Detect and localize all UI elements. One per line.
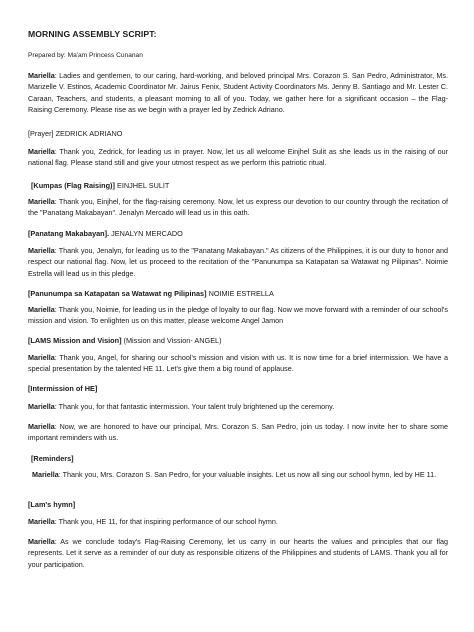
speaker-name: Mariella bbox=[28, 422, 55, 431]
paragraph-text: Thank you, HE 11, for that inspiring performance of our school hymn. bbox=[58, 517, 278, 526]
paragraph-opening: Mariella: Ladies and gentlemen, to our caring, hard-working, and beloved principal Mrs. Corazon S. San Pedro, Administrator, Ms. Marizelle V. Estinos, Academic Coordinator Mr. Jairus Fenix, Student Activity Coordinators Ms. Jenny B. Santiago and Mr. Lester C. Caraan, Teachers, and students, a pleasant morning to all of you. Today, we gather here for a significant occasion – the Flag-Raising Ceremony. Please rise as we begin with a prayer led by Zedrick Adriano. bbox=[28, 71, 448, 114]
paragraph-text: Thank you, Angel, for sharing our school's mission and vision with us. It is now time for a brief intermission. We have a special presentation by the talented HE 11. Let's give them a big round of applause. bbox=[28, 353, 448, 374]
speaker-name: Mariella bbox=[28, 305, 55, 314]
paragraph-mission-vision: Mariella: Thank you, Angel, for sharing our school's mission and vision with us. It is now time for a brief intermission. We have a special presentation by the talented HE 11. Let's give them a big round of applause. bbox=[28, 353, 448, 374]
speaker-name: Mariella bbox=[28, 537, 55, 546]
paragraph-panatang: Mariella: Thank you, Jenalyn, for leading us to the "Panatang Makabayan." As citizens of the Philippines, it is our duty to honor and respect our national flag. Now, let us proceed to the recitation of the "Panunumpa sa Katapatan sa Watawat ng Pilipinas". Noimie Estrella will lead us in this pledge. bbox=[28, 246, 448, 278]
heading-label: [Lam's hymn] bbox=[28, 500, 76, 509]
section-heading-prayer bbox=[28, 128, 122, 139]
paragraph-hymn-intro: Mariella: Thank you, Mrs. Corazon S. San Pedro, for your valuable insights. Let us now all sing our school hymn, led by HE 11. bbox=[32, 470, 437, 479]
speaker-name: Mariella bbox=[28, 353, 55, 362]
section-heading-panatang bbox=[28, 228, 183, 239]
section-heading-kumpas bbox=[31, 180, 169, 191]
speaker-name: Mariella bbox=[28, 517, 55, 526]
paragraph-text: Thank you, Einjhel, for the flag-raising ceremony. Now, let us express our devotion to our country through the recitation of the "Panatang Makabayan". Jenalyn Mercado will lead us in this oath. bbox=[28, 197, 449, 218]
heading-performer: JENALYN MERCADO bbox=[109, 229, 183, 238]
document-title: MORNING ASSEMBLY SCRIPT: bbox=[28, 29, 157, 39]
heading-performer: ZEDRICK ADRIANO bbox=[53, 129, 123, 138]
paragraph-panunumpa: Mariella: Thank you, Noimie, for leading us in the pledge of loyalty to our flag. Now we move forward with a reminder of our school's mission and vision. To enlighten us on this matter, please welcome Angel Jamon bbox=[28, 305, 448, 326]
speaker-name: Mariella bbox=[32, 470, 59, 479]
paragraph-text: Thank you, for that fantastic intermission. Your talent truly brightened up the ceremony. bbox=[58, 402, 335, 411]
prepared-by-line: Prepared by: Ma'am Princess Cunanan bbox=[28, 52, 143, 59]
heading-label: [Panunumpa sa Katapatan sa Watawat ng Pilipinas] bbox=[28, 289, 207, 298]
heading-performer: NOIMIE ESTRELLA bbox=[206, 289, 274, 298]
heading-label: [LAMS Mission and Vision] bbox=[28, 336, 122, 345]
heading-label: [Prayer] bbox=[28, 129, 54, 138]
paragraph-closing: Mariella: As we conclude today's Flag-Raising Ceremony, let us carry in our hearts the values and principles that our flag represents. Let it serve as a reminder of our duty as responsible citizens of the Philippines and students of LAMS. Thank you all for your participation. bbox=[28, 537, 448, 569]
section-heading-hymn bbox=[28, 499, 75, 510]
paragraph-prayer-thanks: Mariella: Thank you, Zedrick, for leading us in prayer. Now, let us all welcome Einjhel Sulit as she leads us in the raising of our national flag. Please stand still and give your utmost respect as we perform this patriotic ritual. bbox=[28, 147, 448, 168]
paragraph-principal-invite: Mariella: Now, we are honored to have our principal, Mrs. Corazon S. San Pedro, join us today. I now invite her to share some important reminders with us. bbox=[28, 422, 448, 443]
heading-label: [Kumpas (Flag Raising)] bbox=[31, 181, 115, 190]
paragraph-text: Now, we are honored to have our principal, Mrs. Corazon S. San Pedro, join us today. I now invite her to share some important reminders with us. bbox=[28, 422, 448, 443]
paragraph-hymn-thanks: Mariella: Thank you, HE 11, for that inspiring performance of our school hymn. bbox=[28, 517, 278, 526]
speaker-name: Mariella bbox=[28, 402, 55, 411]
paragraph-text: Thank you, Mrs. Corazon S. San Pedro, for your valuable insights. Let us now all sing our school hymn, led by HE 11. bbox=[62, 470, 437, 479]
section-heading-panunumpa bbox=[28, 288, 274, 299]
paragraph-text: Thank you, Zedrick, for leading us in prayer. Now, let us all welcome Einjhel Sulit as she leads us in the raising of our national flag. Please stand still and give your utmost respect as we perform this patriotic ritual. bbox=[28, 147, 448, 168]
section-heading-intermission bbox=[28, 383, 97, 394]
paragraph-text: Thank you, Jenalyn, for leading us to the "Panatang Makabayan." As citizens of the Philippines, it is our duty to honor and respect our national flag. Now, let us proceed to the recitation of the "Panunumpa sa Katapatan sa Watawat ng Pilipinas". Noimie Estrella will lead us in this pledge. bbox=[28, 246, 448, 278]
paragraph-text: Ladies and gentlemen, to our caring, hard-working, and beloved principal Mrs. Corazon S. San Pedro, Administrator, Ms. Marizelle V. Estinos, Academic Coordinator Mr. Jairus Fenix, Student Activity Coordinators Ms. Jenny B. Santiago and Mr. Lester C. Caraan, Teachers, and students, a pleasant morning to all of you. Today, we gather here for a significant occasion – the Flag-Raising Ceremony. Please rise as we begin with a prayer led by Zedrick Adriano. bbox=[28, 71, 448, 114]
paragraph-text: Thank you, Noimie, for leading us in the pledge of loyalty to our flag. Now we move forward with a reminder of our school's mission and vision. To enlighten us on this matter, please welcome Angel Jamon bbox=[28, 305, 448, 326]
heading-label: [Reminders] bbox=[31, 454, 74, 463]
section-heading-mission-vision bbox=[28, 335, 222, 346]
speaker-name: Mariella bbox=[28, 147, 55, 156]
section-heading-reminders bbox=[31, 453, 74, 464]
heading-label: [Panatang Makabayan]. bbox=[28, 229, 110, 238]
paragraph-flag-raising: Mariella: Thank you, Einjhel, for the flag-raising ceremony. Now, let us express our devotion to our country through the recitation of the "Panatang Makabayan". Jenalyn Mercado will lead us in this oath. bbox=[28, 197, 449, 218]
heading-label: [Intermission of HE] bbox=[28, 384, 98, 393]
speaker-name: Mariella bbox=[28, 197, 55, 206]
paragraph-text: As we conclude today's Flag-Raising Ceremony, let us carry in our hearts the values and principles that our flag represents. Let it serve as a reminder of our duty as responsible citizens of the Philippines and students of LAMS. Thank you all for your participation. bbox=[28, 537, 448, 569]
speaker-name: Mariella bbox=[28, 246, 55, 255]
heading-performer: EINJHEL SULIT bbox=[114, 181, 170, 190]
paragraph-intermission-thanks: Mariella: Thank you, for that fantastic intermission. Your talent truly brightened up the ceremony. bbox=[28, 402, 335, 411]
heading-performer: (Mission and Vission- ANGEL) bbox=[121, 336, 222, 345]
speaker-name: Mariella bbox=[28, 71, 55, 80]
